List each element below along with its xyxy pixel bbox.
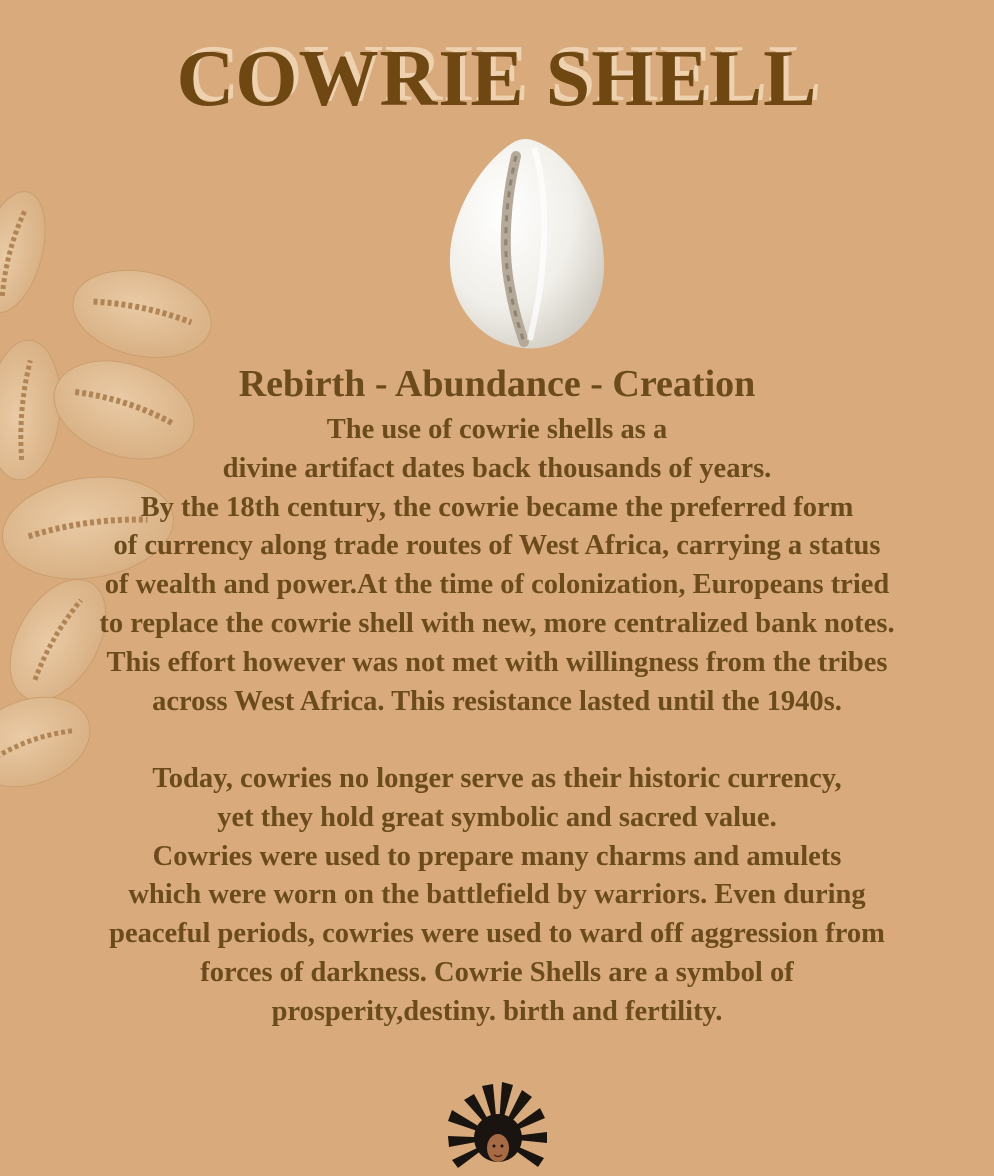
symbolism-paragraph — [0, 760, 994, 1032]
text-line: prosperity,destiny. birth and fertility. — [271, 995, 723, 1027]
brand-logo-icon — [446, 1080, 550, 1172]
text-line: The use of cowrie shells as a — [326, 414, 668, 445]
text-line: This effort however was not met with willingness from the tribes — [106, 646, 888, 678]
text-line: of wealth and power.At the time of colonization, Europeans tried — [104, 569, 890, 601]
text-line: to replace the cowrie shell with new, more centralized bank notes. — [99, 607, 895, 639]
text-line: Today, cowries no longer serve as their historic currency, — [152, 763, 842, 794]
text-line: yet they hold great symbolic and sacred value. — [217, 801, 777, 833]
cowrie-shell-icon — [444, 138, 610, 352]
text-line: forces of darkness. Cowrie Shells are a symbol of — [200, 956, 794, 988]
text-line: peaceful periods, cowries were used to ward off aggression from — [109, 918, 885, 950]
text-line: Cowries were used to prepare many charms and amulets — [152, 840, 842, 872]
history-paragraph — [0, 411, 994, 721]
text-line: which were worn on the battlefield by warriors. Even during — [128, 879, 866, 911]
text-line: divine artifact dates back thousands of years. — [222, 452, 772, 484]
text-line: across West Africa. This resistance lasted until the 1940s. — [152, 685, 842, 717]
page-title: COWRIE SHELL — [176, 35, 818, 123]
text-line: of currency along trade routes of West Africa, carrying a status — [113, 530, 881, 562]
subtitle: Rebirth - Abundance - Creation — [238, 363, 756, 405]
text-line: By the 18th century, the cowrie became the preferred form — [140, 491, 854, 523]
